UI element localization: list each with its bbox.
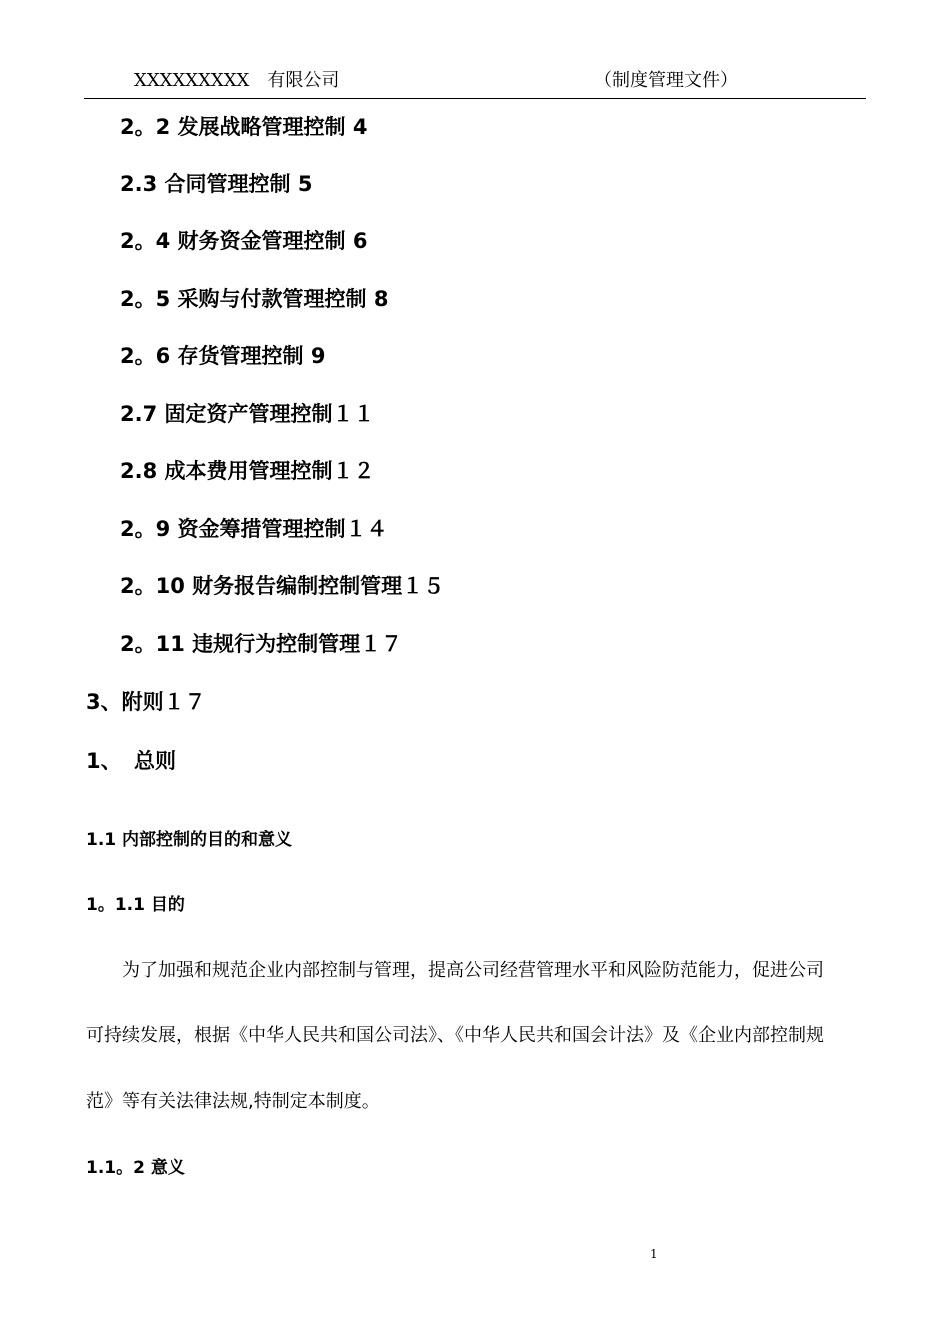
toc-item[interactable]: 2。2 发展战略管理控制 4: [120, 115, 368, 139]
section-heading-1-1-2: 1.1。2 意义: [86, 1158, 185, 1178]
page-number: 1: [650, 1247, 658, 1261]
toc-item[interactable]: 2。10 财务报告编制控制管理１５: [120, 574, 445, 598]
paragraph-line: 范》等有关法律法规,特制定本制度。: [86, 1091, 380, 1112]
header-doc-type: （制度管理文件）: [594, 70, 738, 91]
section-title: 总则: [134, 749, 176, 773]
header-company: XXXXXXXXX 有限公司: [134, 70, 340, 91]
section-heading-1-1: 1.1 内部控制的目的和意义: [86, 830, 293, 850]
toc-item[interactable]: 2.3 合同管理控制 5: [120, 172, 313, 196]
toc-item-appendix[interactable]: 3、附则１７: [86, 690, 206, 714]
toc-item[interactable]: 2.8 成本费用管理控制１２: [120, 459, 375, 483]
toc-item[interactable]: 2。9 资金筹措管理控制１４: [120, 517, 388, 541]
paragraph-line: 可持续发展，根据《中华人民共和国公司法》、《中华人民共和国会计法》及《企业内部控制规: [86, 1025, 824, 1046]
toc-item[interactable]: 2。6 存货管理控制 9: [120, 344, 326, 368]
toc-item[interactable]: 2。4 财务资金管理控制 6: [120, 229, 368, 253]
section-heading-1: [86, 745, 176, 775]
section-heading-1-1-1: 1。1.1 目的: [86, 895, 185, 915]
paragraph-line: 为了加强和规范企业内部控制与管理，提高公司经营管理水平和风险防范能力，促进公司: [86, 960, 824, 981]
toc-item[interactable]: 2.7 固定资产管理控制１１: [120, 402, 375, 426]
toc-item[interactable]: 2。5 采购与付款管理控制 8: [120, 287, 389, 311]
section-number: 1、: [86, 749, 122, 773]
page-header: [84, 62, 866, 99]
toc-item[interactable]: 2。11 违规行为控制管理１７: [120, 632, 403, 656]
